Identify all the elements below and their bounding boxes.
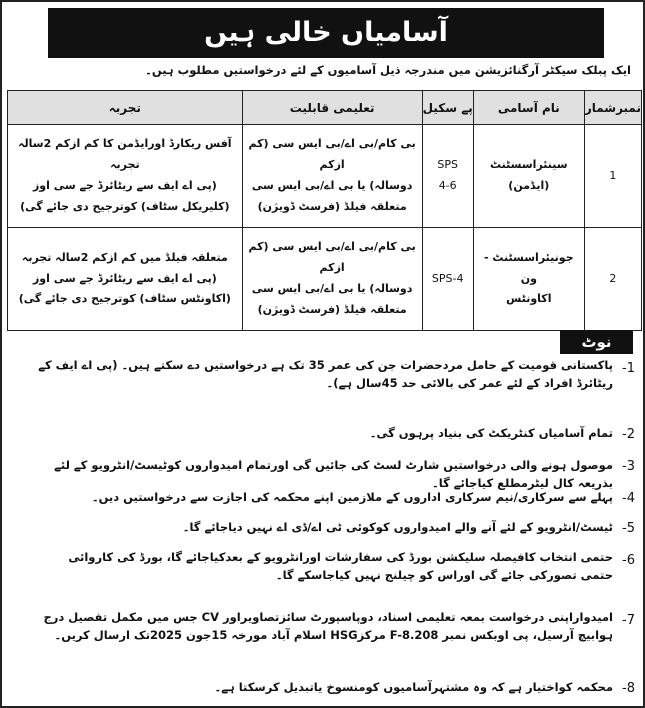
- note-text: محکمہ کواختیار ہے کہ وہ مشتہرآسامیوں کومنسوخ یاتبدیل کرسکتا ہے۔: [214, 680, 613, 694]
- row-qualification: [242, 228, 422, 331]
- qualification-line: دوسالہ) یا بی اے/بی ایس سی: [251, 179, 413, 192]
- notes-title: نوٹ: [560, 330, 633, 354]
- note-text: پاکستانی قومیت کے حامل مردحضرات جن کی عمر 35 تک ہے درخواستیں دے سکتے ہیں۔ (پی اے ایف کے ریٹائرڈ افراد کے لئے عمر کی بالائی حد 45سال ہے)۔: [38, 358, 613, 390]
- note-number: -2: [622, 427, 635, 442]
- qualification-line: بی کام/بی اے/بی ایس سی (کم ازکم: [248, 240, 416, 275]
- note-number: -8: [622, 681, 635, 696]
- note-number: -4: [622, 491, 635, 506]
- experience-line: (پی اے ایف سے ریٹائرڈ جے سی اوز: [32, 179, 217, 192]
- experience-line: آفس ریکارڈ اورایڈمن کا کم ازکم 2سالہ تجربہ: [18, 137, 232, 172]
- row-scale: [422, 228, 473, 331]
- qualification-line: دوسالہ) یا بی اے/بی ایس سی: [251, 282, 413, 295]
- note-number: -3: [622, 459, 635, 474]
- header-scale: پے سکیل: [422, 91, 473, 125]
- scale-line: SPS: [437, 158, 458, 172]
- header-qualification: تعلیمی قابلیت: [242, 91, 422, 125]
- row-scale: [422, 125, 473, 228]
- experience-line: (پی اے ایف سے ریٹائرڈ جے سی اوز: [32, 271, 217, 285]
- experience-line: (اکاونٹس سٹاف) کوترجیح دی جائے گی): [18, 292, 231, 306]
- post-line: سینئراسسٹنٹ: [490, 158, 568, 172]
- table-header-row: [8, 91, 642, 125]
- row-post: [473, 125, 584, 228]
- vacancies-table: [7, 90, 642, 331]
- row-post: [473, 228, 584, 331]
- header-serial: نمبرشمار: [584, 91, 641, 125]
- note-text: تمام آسامیاں کنٹریکٹ کی بنیاد پرہوں گی۔: [369, 426, 613, 440]
- experience-line: متعلقہ فیلڈ میں کم ازکم 2سالہ تجربہ: [21, 250, 228, 264]
- note-number: -5: [622, 521, 635, 536]
- post-line: جونیئراسسٹنٹ - ون: [484, 250, 574, 285]
- note-number: -6: [622, 553, 635, 568]
- note-number: -1: [622, 361, 635, 376]
- row-qualification: [242, 125, 422, 228]
- note-text: ٹیسٹ/انٹرویو کے لئے آنے والے امیدواروں کوکوئی ٹی اے/ڈی اے نہیں دیاجائے گا۔: [182, 520, 613, 534]
- note-text: پہلے سے سرکاری/نیم سرکاری اداروں کے ملازمین اپنے محکمہ کی اجازت سے درخواستیں دیں۔: [91, 490, 613, 504]
- qualification-line: بی کام/بی اے/بی ایس سی (کم ازکم: [248, 137, 416, 172]
- row-experience: [8, 228, 243, 331]
- note-number: -7: [622, 613, 635, 628]
- note-text: حتمی انتخاب کافیصلہ سلیکشن بورڈ کی سفارشات اورانٹرویو کے بعدکیاجائے گا، بورڈ کی کاروائی حتمی تصورکی جائے گی اوراس کو چیلنج نہیں کیاجاسکے گا۔: [68, 550, 613, 582]
- note-text: موصول ہونے والی درخواستیں شارٹ لسٹ کی جائیں گی اورتمام امیدواروں کوٹیسٹ/انٹرویو کے لئے بذریعہ کال لیٹرمطلع کیاجائے گا۔: [54, 458, 613, 490]
- qualification-line: متعلقہ فیلڈ (فرسٹ ڈویژن): [257, 302, 407, 316]
- qualification-line: متعلقہ فیلڈ (فرسٹ ڈویژن): [257, 199, 407, 213]
- table-row: [8, 125, 642, 228]
- scale-line: 4-6: [438, 179, 457, 192]
- table-row: [8, 228, 642, 331]
- row-serial: 2: [584, 228, 641, 331]
- row-serial: 1: [584, 125, 641, 228]
- header-post: نام آسامی: [473, 91, 584, 125]
- scale-line: SPS-4: [431, 271, 464, 285]
- post-line: اکاونٹس: [506, 292, 552, 306]
- header-experience: تجربہ: [8, 91, 243, 125]
- note-text: امیدواراپنی درخواست بمعہ تعلیمی اسناد، دوپاسپورٹ سائزتصاویراور CV جس میں مکمل تفصیل درج ہوابیچ آرسیل، پی اوبکس نمبر F-8.208 مرکزHSG اسلام آباد مورخہ 15جون 2025تک ارسال کریں۔: [43, 610, 613, 642]
- vacancies-banner: آسامیاں خالی ہیں: [48, 8, 604, 58]
- post-line: (ایڈمن): [508, 179, 550, 192]
- row-experience: [8, 125, 243, 228]
- experience-line: (کلیریکل سٹاف) کوترجیح دی جائے گی): [20, 199, 230, 213]
- intro-text: ایک پبلک سیکٹر آرگنائزیشن میں مندرجہ ذیل آسامیوں کے لئے درخواستیں مطلوب ہیں۔: [145, 63, 631, 77]
